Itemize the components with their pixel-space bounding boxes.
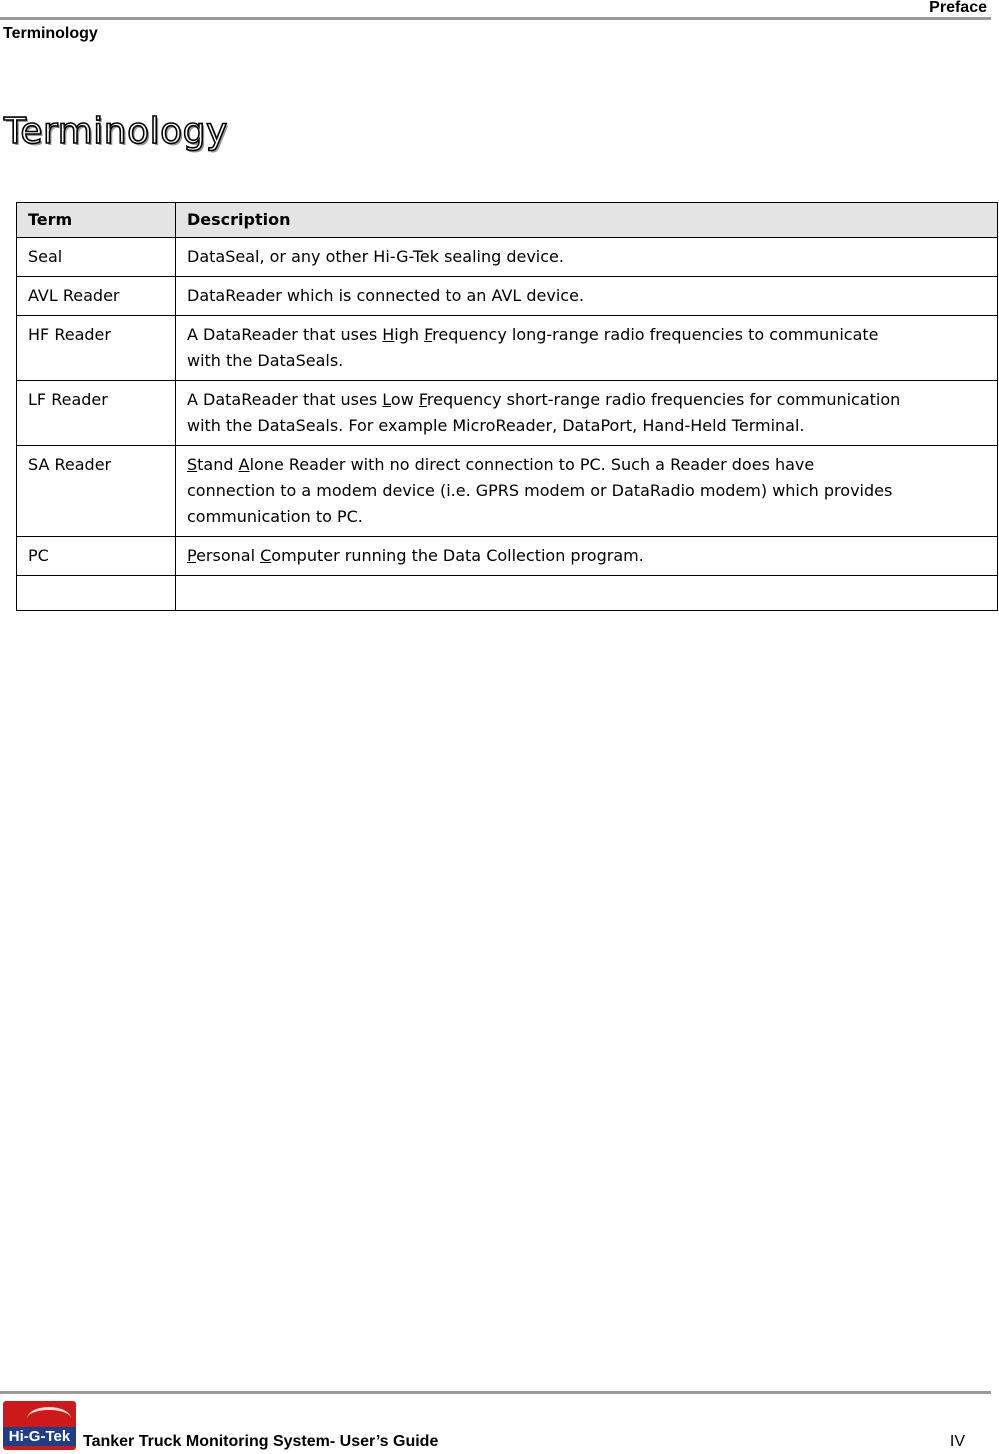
description-cell: [176, 316, 998, 381]
underlined-initial: F: [424, 325, 433, 344]
text-run: ersonal: [196, 546, 261, 565]
footer-document-title: Tanker Truck Monitoring System- User’s Guide: [83, 1433, 439, 1450]
underlined-initial: C: [260, 546, 272, 565]
description-line: [187, 543, 986, 569]
underlined-initial: A: [238, 455, 250, 474]
table-header-row: [17, 203, 998, 238]
description-cell: [176, 238, 998, 277]
hi-g-tek-logo: [3, 1401, 76, 1450]
text-run: lone Reader with no direct connection to PC. Such a Reader does have: [249, 455, 815, 474]
text-run: A DataReader that uses: [187, 325, 383, 344]
term-cell: SA Reader: [17, 446, 176, 537]
description-line: connection to a modem device (i.e. GPRS modem or DataRadio modem) which provides: [187, 481, 893, 500]
description-line: [187, 322, 986, 348]
description-cell-empty: [176, 576, 998, 611]
description-line: communication to PC.: [187, 507, 363, 526]
description-line: DataSeal, or any other Hi-G-Tek sealing device.: [187, 247, 564, 266]
text-run: A DataReader that uses: [187, 390, 383, 409]
description-line: with the DataSeals.: [187, 351, 344, 370]
footer-page-number: IV: [949, 1433, 965, 1450]
text-run: requency long-range radio frequencies to communicate: [432, 325, 879, 344]
terminology-table: [16, 202, 998, 611]
term-cell: HF Reader: [17, 316, 176, 381]
description-line: [187, 387, 986, 413]
term-cell-empty: [17, 576, 176, 611]
description-cell: [176, 277, 998, 316]
term-cell: Seal: [17, 238, 176, 277]
term-cell: LF Reader: [17, 381, 176, 446]
text-run: ow: [390, 390, 419, 409]
table-row-empty: [17, 576, 998, 611]
table-row: [17, 277, 998, 316]
description-cell: [176, 537, 998, 576]
description-line: with the DataSeals. For example MicroReader, DataPort, Hand-Held Terminal.: [187, 416, 805, 435]
table-row: [17, 316, 998, 381]
running-header-section: Preface: [929, 0, 987, 16]
table-row: [17, 238, 998, 277]
underlined-initial: P: [187, 546, 197, 565]
page-title: Terminology: [4, 111, 228, 152]
table-row: [17, 381, 998, 446]
logo-text: Hi-G-Tek: [3, 1427, 76, 1446]
header-rule: [0, 17, 991, 20]
underlined-initial: H: [382, 325, 395, 344]
column-header-description: Description: [176, 203, 998, 238]
table-row: [17, 446, 998, 537]
table-row: [17, 537, 998, 576]
running-header-chapter: Terminology: [3, 25, 98, 42]
term-cell: AVL Reader: [17, 277, 176, 316]
description-line: [187, 452, 986, 478]
underlined-initial: L: [382, 390, 391, 409]
underlined-initial: F: [418, 390, 427, 409]
underlined-initial: S: [187, 455, 198, 474]
term-cell: PC: [17, 537, 176, 576]
text-run: igh: [394, 325, 425, 344]
footer-rule: [0, 1391, 991, 1394]
text-run: requency short-range radio frequencies for communication: [426, 390, 901, 409]
column-header-term: Term: [17, 203, 176, 238]
description-line: DataReader which is connected to an AVL device.: [187, 286, 585, 305]
text-run: tand: [197, 455, 239, 474]
description-cell: [176, 446, 998, 537]
description-cell: [176, 381, 998, 446]
text-run: omputer running the Data Collection program.: [271, 546, 644, 565]
